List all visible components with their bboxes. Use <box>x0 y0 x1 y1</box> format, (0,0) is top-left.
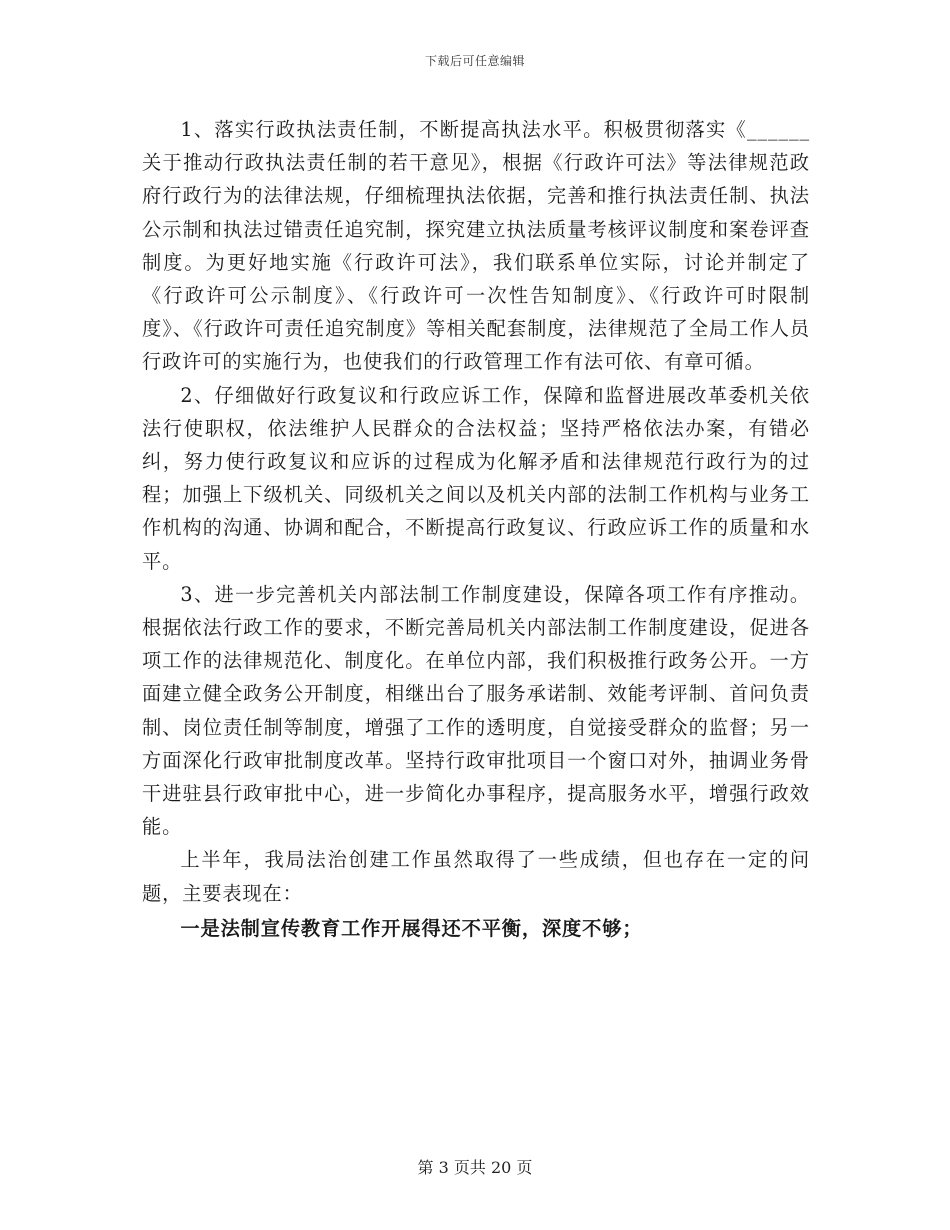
page-header-note: 下载后可任意编辑 <box>424 54 525 68</box>
bold-paragraph: 一是法制宣传教育工作开展得还不平衡，深度不够； <box>180 916 643 940</box>
paragraph-4: 上半年，我局法治创建工作虽然取得了一些成绩，但也存在一定的问题，主要表现在： <box>142 848 810 905</box>
paragraph-3: 3、进一步完善机关内部法制工作制度建设，保障各项工作有序推动。根据依法行政工作的要求，不断完善局机关内部法制工作制度建设，促进各项工作的法律规范化、制度化。在单位内部，我们积极推行政务公开。一方面建立健全政务公开制度，相继出台了服务承诺制、效能考评制、首问负责制、岗位责任制等制度，增强了工作的透明度，自觉接受群众的监督；另一方面深化行政审批制度改革。坚持行政审批项目一个窗口对外，抽调业务骨干进驻县行政审批中心，进一步简化办事程序，提高服务水平，增强行政效能。 <box>142 582 810 839</box>
document-body <box>142 113 810 945</box>
paragraph-2: 2、仔细做好行政复议和行政应诉工作，保障和监督进展改革委机关依法行使职权，依法维护人民群众的合法权益；坚持严格依法办案，有错必纠，努力使行政复议和应诉的过程成为化解矛盾和法律规范行政行为的过程；加强上下级机关、同级机关之间以及机关内部的法制工作机构与业务工作机构的沟通、协调和配合，不断提高行政复议、行政应诉工作的质量和水平。 <box>142 383 810 573</box>
paragraph-1: 1、落实行政执法责任制，不断提高执法水平。积极贯彻落实《______关于推动行政执法责任制的若干意见》，根据《行政许可法》等法律规范政府行政行为的法律法规，仔细梳理执法依据，完善和推行执法责任制、执法公示制和执法过错责任追究制，探究建立执法质量考核评议制度和案卷评查制度。为更好地实施《行政许可法》，我们联系单位实际，讨论并制定了《行政许可公示制度》、《行政许可一次性告知制度》、《行政许可时限制度》、《行政许可责任追究制度》等相关配套制度，法律规范了全局工作人员行政许可的实施行为，也使我们的行政管理工作有法可依、有章可循。 <box>142 118 810 374</box>
page-number: 第 3 页共 20 页 <box>417 1158 533 1177</box>
